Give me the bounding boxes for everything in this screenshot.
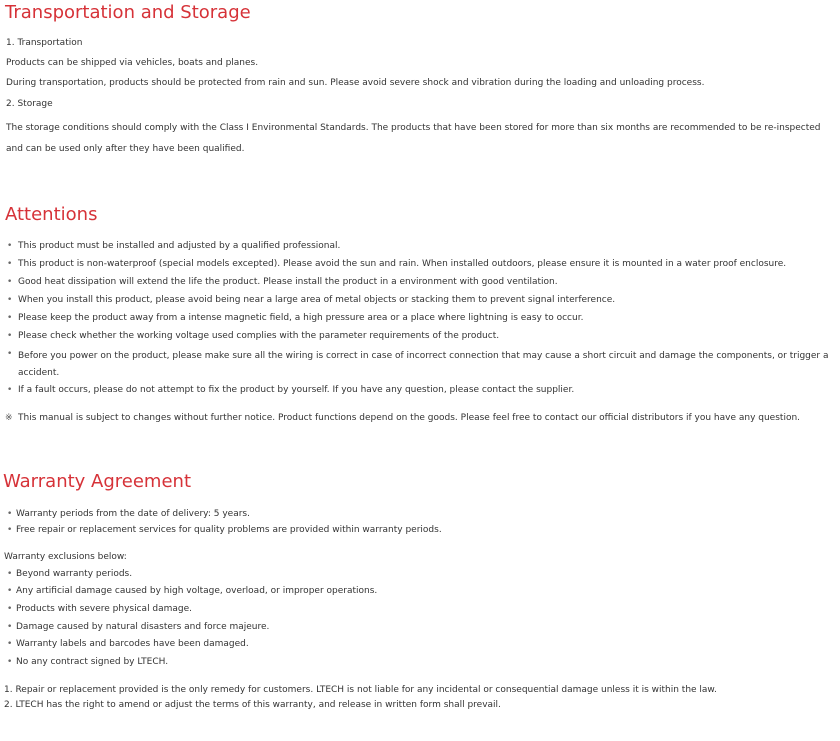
bullet-icon: • — [7, 349, 13, 359]
warranty-term: 1. Repair or replacement provided is the only remedy for customers. LTECH is not liable for any incidental or consequential damage unless it is within the law. — [4, 685, 717, 695]
manual-note: This manual is subject to changes without further notice. Product functions depend on the goods. Please feel free to contact our official distributors if you have any question. — [18, 413, 801, 423]
warranty-title: Warranty Agreement — [3, 471, 191, 492]
attention-item: This product is non-waterproof (special models excepted). Please avoid the sun and rain. When installed outdoors, please ensure it is mounted in a water proof enclosure. — [18, 259, 787, 269]
attention-item: Good heat dissipation will extend the life the product. Please install the product in a environment with good ventilation. — [18, 277, 558, 287]
bullet-icon: • — [7, 295, 13, 305]
bullet-icon: • — [7, 259, 13, 269]
attention-item: If a fault occurs, please do not attempt to fix the product by yourself. If you have any question, please contact the supplier. — [18, 385, 575, 395]
transport-line: 2. Storage — [6, 99, 53, 109]
bullet-icon: • — [7, 622, 13, 632]
bullet-icon: • — [7, 385, 13, 395]
bullet-icon: • — [7, 604, 13, 614]
bullet-icon: • — [7, 525, 13, 535]
bullet-icon: • — [7, 331, 13, 341]
exclusion-item: Beyond warranty periods. — [16, 569, 133, 579]
attention-item: Please keep the product away from a intense magnetic field, a high pressure area or a place where lightning is easy to occur. — [18, 313, 584, 323]
bullet-icon: • — [7, 639, 13, 649]
exclusion-item: Any artificial damage caused by high voltage, overload, or improper operations. — [16, 586, 378, 596]
bullet-icon: • — [7, 586, 13, 596]
exclusion-item: Products with severe physical damage. — [16, 604, 193, 614]
attention-item: Before you power on the product, please make sure all the wiring is correct in case of incorrect connection that may cause a short circuit and damage the components, or trigger a accident. — [18, 351, 829, 378]
exclusion-item: No any contract signed by LTECH. — [16, 657, 169, 667]
warranty-item: Warranty periods from the date of delivery: 5 years. — [16, 509, 250, 519]
attention-item: This product must be installed and adjusted by a qualified professional. — [18, 241, 341, 251]
bullet-icon: • — [7, 509, 13, 519]
warranty-term: 2. LTECH has the right to amend or adjust the terms of this warranty, and release in written form shall prevail. — [4, 700, 501, 710]
transport-line: During transportation, products should be protected from rain and sun. Please avoid severe shock and vibration during the loading and unloading process. — [6, 78, 705, 88]
attention-item: Please check whether the working voltage used complies with the parameter requirements of the product. — [18, 331, 500, 341]
attention-item: When you install this product, please avoid being near a large area of metal objects or stacking them to prevent signal interference. — [18, 295, 616, 305]
transport-line: 1. Transportation — [6, 38, 83, 48]
transport-title: Transportation and Storage — [5, 2, 251, 23]
bullet-icon: • — [7, 313, 13, 323]
note-mark-icon: ※ — [5, 413, 13, 423]
warranty-item: Free repair or replacement services for quality problems are provided within warranty periods. — [16, 525, 442, 535]
transport-line: The storage conditions should comply with the Class I Environmental Standards. The products that have been stored for more than six months are recommended to be re-inspected and can be used only after they have been qualified. — [6, 123, 821, 154]
attentions-title: Attentions — [5, 204, 98, 225]
bullet-icon: • — [7, 241, 13, 251]
exclusions-label: Warranty exclusions below: — [4, 552, 127, 562]
bullet-icon: • — [7, 569, 13, 579]
bullet-icon: • — [7, 277, 13, 287]
transport-line: Products can be shipped via vehicles, boats and planes. — [6, 58, 259, 68]
exclusion-item: Damage caused by natural disasters and force majeure. — [16, 622, 270, 632]
bullet-icon: • — [7, 657, 13, 667]
exclusion-item: Warranty labels and barcodes have been damaged. — [16, 639, 249, 649]
